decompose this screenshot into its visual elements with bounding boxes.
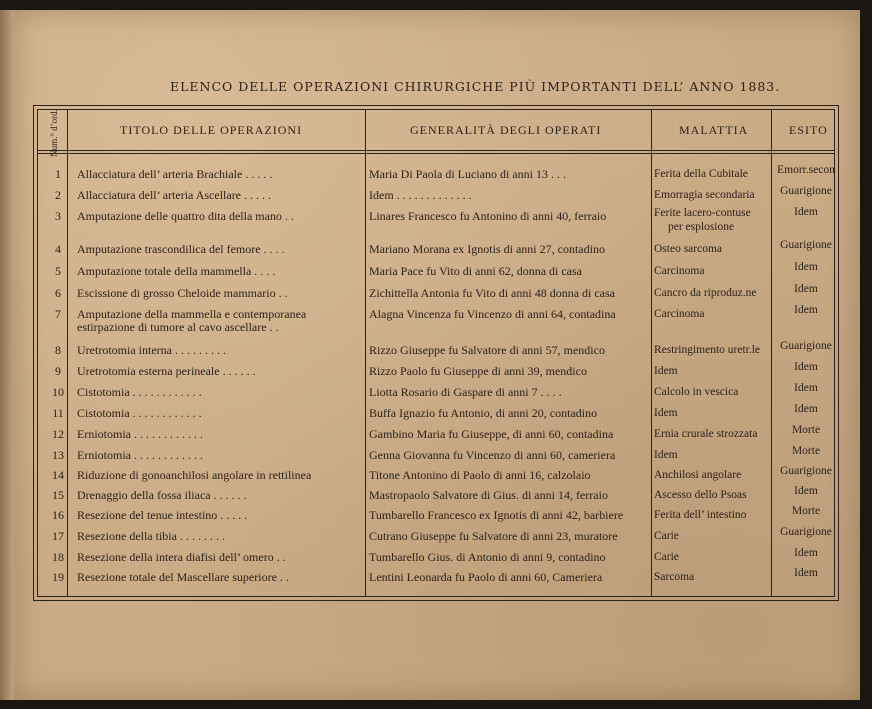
disease: Emorragia secondaria — [654, 189, 755, 201]
outcome: Idem — [794, 382, 818, 394]
outcome: Idem — [794, 261, 818, 273]
disease: Restringimento uretr.le — [654, 344, 761, 356]
operation-title: Erniotomia . . . . . . . . . . . . — [77, 449, 203, 462]
operation-title: Cistotomia . . . . . . . . . . . . — [77, 407, 202, 420]
patient-details: Alagna Vincenza fu Vincenzo di anni 64, contadina — [369, 308, 616, 321]
patient-details: Buffa Ignazio fu Antonio, di anni 20, contadino — [369, 407, 598, 420]
operation-title: Cistotomia . . . . . . . . . . . . — [77, 386, 202, 399]
page-title: ELENCO DELLE OPERAZIONI CHIRURGICHE PIÙ IMPORTANTI DELL’ ANNO 1883. — [170, 79, 781, 94]
row-number: 17 — [52, 529, 64, 543]
header-divider-double — [37, 153, 835, 154]
operation-title: Amputazione totale della mammella . . . . — [77, 265, 276, 278]
outcome: Morte — [791, 505, 821, 517]
patient-details: Idem . . . . . . . . . . . . . — [369, 189, 472, 202]
header-malattia: MALATTIA — [679, 123, 749, 137]
operation-title: Allacciatura dell’ arteria Brachiale . . . . . — [77, 168, 273, 181]
disease: Carie — [654, 551, 679, 563]
row-number: 3 — [55, 209, 61, 223]
row-number: 12 — [52, 427, 64, 441]
header-operazioni: TITOLO DELLE OPERAZIONI — [120, 123, 303, 137]
disease: Cancro da riproduz.ne — [654, 287, 757, 299]
patient-details: Maria Di Paola di Luciano di anni 13 . . . — [369, 168, 566, 181]
row-number: 16 — [52, 508, 64, 522]
disease: Carie — [654, 530, 679, 542]
row-number: 6 — [55, 286, 61, 300]
patient-details: Cutrano Giuseppe fu Salvatore di anni 23, muratore — [369, 530, 618, 543]
disease-cont: per esplosione — [668, 221, 735, 233]
disease: Ferita dell’ intestino — [654, 509, 747, 521]
patient-details: Mastropaolo Salvatore di Gius. di anni 14, ferraio — [369, 489, 608, 502]
operation-title: Erniotomia . . . . . . . . . . . . — [77, 428, 203, 441]
row-number: 9 — [55, 364, 61, 378]
column-divider-malattia — [771, 109, 772, 597]
disease: Anchilosi angolare — [654, 469, 742, 481]
outcome: Idem — [794, 547, 818, 559]
operation-title: Resezione della intera diafisi dell’ omero . . — [77, 551, 286, 564]
header-divider — [37, 150, 835, 151]
row-number: 14 — [52, 468, 64, 482]
disease: Ernia crurale strozzata — [654, 428, 758, 440]
patient-details: Rizzo Giuseppe fu Salvatore di anni 57, mendico — [369, 344, 605, 357]
patient-details: Maria Pace fu Vito di anni 62, donna di casa — [369, 265, 582, 278]
row-number: 13 — [52, 448, 64, 462]
patient-details: Gambino Maria fu Giuseppe, di anni 60, contadina — [369, 428, 614, 441]
operation-title: Riduzione di gonoanchilosi angolare in rettilinea — [77, 469, 312, 482]
outcome: Guarigione — [780, 239, 832, 251]
header-num-label: Num.° d’ord. — [49, 109, 59, 157]
outcome: Idem — [794, 567, 818, 579]
disease: Calcolo in vescica — [654, 386, 739, 398]
operation-title: Allacciatura dell’ arteria Ascellare . . . . . — [77, 189, 272, 202]
row-number: 15 — [52, 488, 64, 502]
operation-title: Escissione di grosso Cheloide mammario . . — [77, 287, 288, 300]
disease: Osteo sarcoma — [654, 243, 723, 255]
outcome: Idem — [794, 283, 818, 295]
operation-title-cont: estirpazione di tumore al cavo ascellare . . — [77, 321, 279, 334]
column-divider-generalita — [651, 109, 652, 597]
patient-details: Liotta Rosario di Gaspare di anni 7 . . . . — [369, 386, 562, 399]
outcome: Idem — [794, 361, 818, 373]
outcome: Idem — [794, 304, 818, 316]
row-number: 10 — [52, 385, 64, 399]
disease: Idem — [654, 449, 678, 461]
patient-details: Tumbarello Francesco ex Ignotis di anni 42, barbiere — [369, 509, 624, 522]
outcome: Guarigione — [780, 340, 832, 352]
outcome: Morte — [791, 445, 821, 457]
outcome: Idem — [794, 485, 818, 497]
disease: Sarcoma — [654, 571, 695, 583]
row-number: 4 — [55, 242, 61, 256]
outcome: Idem — [794, 403, 818, 415]
patient-details: Tumbarello Gius. di Antonio di anni 9, contadino — [369, 551, 606, 564]
outcome: Guarigione — [780, 465, 832, 477]
row-number: 1 — [55, 167, 61, 181]
patient-details: Lentini Leonarda fu Paolo di anni 60, Cameriera — [369, 571, 603, 584]
disease: Ferita della Cubitale — [654, 168, 748, 180]
row-number: 19 — [52, 570, 64, 584]
disease: Idem — [654, 365, 678, 377]
row-number: 18 — [52, 550, 64, 564]
operation-title: Amputazione trascondilica del femore . . . . — [77, 243, 285, 256]
header-num-ord — [40, 109, 68, 157]
disease: Idem — [654, 407, 678, 419]
column-divider-operazioni — [365, 109, 366, 597]
patient-details: Rizzo Paolo fu Giuseppe di anni 39, mendico — [369, 365, 587, 378]
patient-details: Genna Giovanna fu Vincenzo di anni 60, cameriera — [369, 449, 616, 462]
row-number: 11 — [52, 406, 64, 420]
row-number: 8 — [55, 343, 61, 357]
header-generalita: GENERALITÀ DEGLI OPERATI — [410, 123, 602, 137]
outcome: Idem — [794, 206, 818, 218]
outcome: Emorr.secon — [777, 164, 835, 176]
operation-title: Resezione totale del Mascellare superiore . . — [77, 571, 289, 584]
disease: Carcinoma — [654, 308, 705, 320]
patient-details: Mariano Morana ex Ignotis di anni 27, contadino — [369, 243, 605, 256]
row-number: 5 — [55, 264, 61, 278]
disease: Ferite lacero-contuse — [654, 207, 751, 219]
outcome: Guarigione — [780, 185, 832, 197]
operation-title: Uretrotomia interna . . . . . . . . . — [77, 344, 226, 357]
operation-title: Amputazione delle quattro dita della mano . . — [77, 210, 294, 223]
outcome: Morte — [791, 424, 821, 436]
operation-title: Amputazione della mammella e contemporanea — [77, 308, 307, 321]
operation-title: Resezione del tenue intestino . . . . . — [77, 509, 248, 522]
disease: Ascesso dello Psoas — [654, 489, 747, 501]
disease: Carcinoma — [654, 265, 705, 277]
patient-details: Titone Antonino di Paolo di anni 16, calzolaio — [369, 469, 591, 482]
header-esito: ESITO — [789, 123, 828, 137]
operation-title: Uretrotomia esterna perineale . . . . . . — [77, 365, 256, 378]
row-number: 7 — [55, 307, 61, 321]
row-number: 2 — [55, 188, 61, 202]
operation-title: Resezione della tibia . . . . . . . . — [77, 530, 225, 543]
patient-details: Zichittella Antonia fu Vito di anni 48 donna di casa — [369, 287, 616, 300]
patient-details: Linares Francesco fu Antonino di anni 40, ferraio — [369, 210, 607, 223]
operation-title: Drenaggio della fossa iliaca . . . . . . — [77, 489, 247, 502]
outcome: Guarigione — [780, 526, 832, 538]
